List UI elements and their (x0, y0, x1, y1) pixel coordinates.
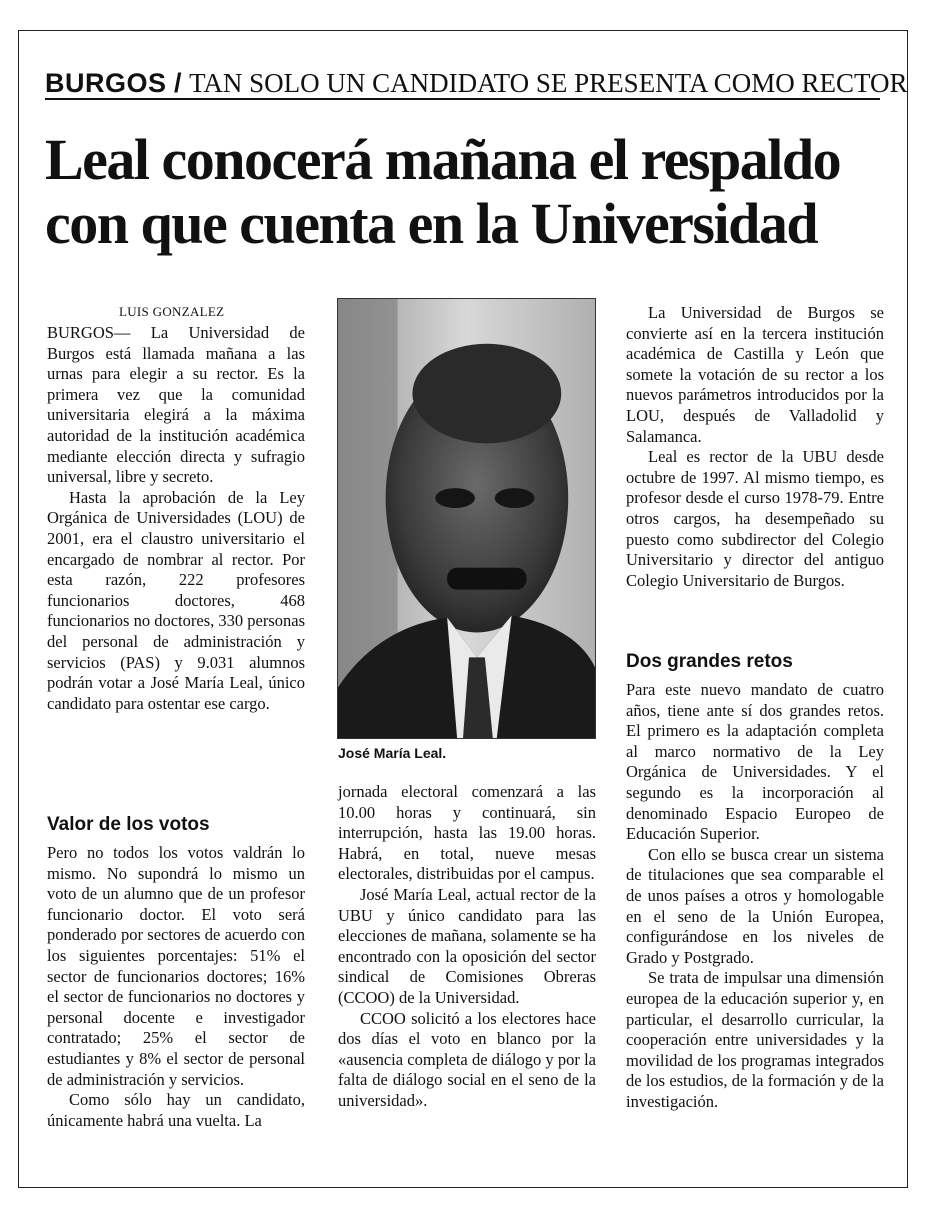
col2-paragraph-2: José María Leal, actual rector de la UBU y único candidato para las elecciones de mañana, solamente se ha encontrado con la oposición del sector sindical de Comisiones Obreras (CCOO) de la Universidad. (338, 884, 596, 1007)
kicker-rule (45, 98, 880, 100)
kicker-place: BURGOS (45, 68, 167, 98)
column-2 (338, 782, 596, 1112)
subhead-valor: Valor de los votos (47, 814, 210, 835)
headline (45, 128, 895, 256)
column-3-top (626, 303, 884, 591)
column-3-bottom (626, 650, 884, 1112)
col3-paragraph-1: La Universidad de Burgos se convierte así en la tercera institución académica de Castilla y León que somete la votación de su rector a los nuevos parámetros introducidos por la LOU, después de Valladolid y Salamanca. (626, 303, 884, 446)
portrait-image (338, 299, 595, 738)
col3-paragraph-2: Leal es rector de la UBU desde octubre de 1997. Al mismo tiempo, es profesor desde el curso 1978-79. Entre otros cargos, ha desempeñado su puesto como subdirector del Colegio Universitario y director del antiguo Colegio Universitario de Burgos. (626, 447, 884, 590)
byline: LUIS GONZALEZ (119, 304, 225, 319)
headline-line-1: Leal conocerá mañana el respaldo (45, 127, 841, 192)
kicker (45, 68, 908, 98)
column-1-bottom (47, 813, 305, 1131)
col1-paragraph-3: Pero no todos los votos valdrán lo mismo. No supondrá lo mismo un voto de un alumno que de un profesor funcionario doctor. El voto será ponderado por sectores de acuerdo con los siguientes porcentajes: 51% el sector de funcionarios doctores; 16% el sector de funcionarios no doctores y personal docente e investigador contratado; 25% el sector de estudiantes y 8% el sector de personal de administración y servicios. (47, 843, 305, 1089)
col2-paragraph-3: CCOO solicitó a los electores hace dos días el voto en blanco por la «ausencia completa de diálogo y por la falta de diálogo social en el seno de la universidad». (338, 1008, 596, 1110)
col1-paragraph-1: BURGOS— La Universidad de Burgos está llamada mañana a las urnas para elegir a su rector. Es la primera vez que la comunidad universitaria elegirá a la máxima autoridad de la institución académica mediante elección directa y sufragio universal, libre y secreto. (47, 323, 305, 487)
col3-paragraph-5: Se trata de impulsar una dimensión europea de la educación superior y, en particular, el desarrollo curricular, la cooperación entre universidades y la movilidad de los programas integrados de los estudios, de la formación y de la investigación. (626, 968, 884, 1111)
col2-paragraph-1: jornada electoral comenzará a las 10.00 horas y continuará, sin interrupción, hasta las 19.00 horas. Habrá, en total, nueve mesas electorales, distribuidas por el campus. (338, 782, 596, 884)
photo-caption: José María Leal. (338, 745, 447, 761)
column-1-top (47, 303, 305, 714)
kicker-separator: / (174, 68, 182, 98)
col1-paragraph-2: Hasta la aprobación de la Ley Orgánica de Universidades (LOU) de 2001, era el claustro universitario el encargado de nombrar al rector. Por esta razón, 222 profesores funcionarios doctores, 468 funcionarios no doctores, 330 personas del personal de administración y servicios (PAS) y 9.031 alumnos podrán votar a José María Leal, único candidato para ostentar ese cargo. (47, 487, 305, 713)
headline-line-2: con que cuenta en la Universidad (45, 191, 818, 256)
kicker-tag: TAN SOLO UN CANDIDATO SE PRESENTA COMO RECTOR (189, 68, 908, 98)
col3-paragraph-4: Con ello se busca crear un sistema de titulaciones que sea comparable el de unos países a otros y homologable en el seno de la Unión Europea, configurándose en los niveles de Grado y Postgrado. (626, 844, 884, 967)
col3-paragraph-3: Para este nuevo mandato de cuatro años, tiene ante sí dos grandes retos. El primero es la adaptación completa al marco normativo de la Ley Orgánica de Universidades. Y el segundo es la incorporación al denominado Espacio Europeo de Educación Superior. (626, 680, 884, 844)
portrait-photo (337, 298, 596, 739)
subhead-retos: Dos grandes retos (626, 651, 793, 672)
col1-paragraph-4: Como sólo hay un candidato, únicamente habrá una vuelta. La (47, 1090, 305, 1130)
